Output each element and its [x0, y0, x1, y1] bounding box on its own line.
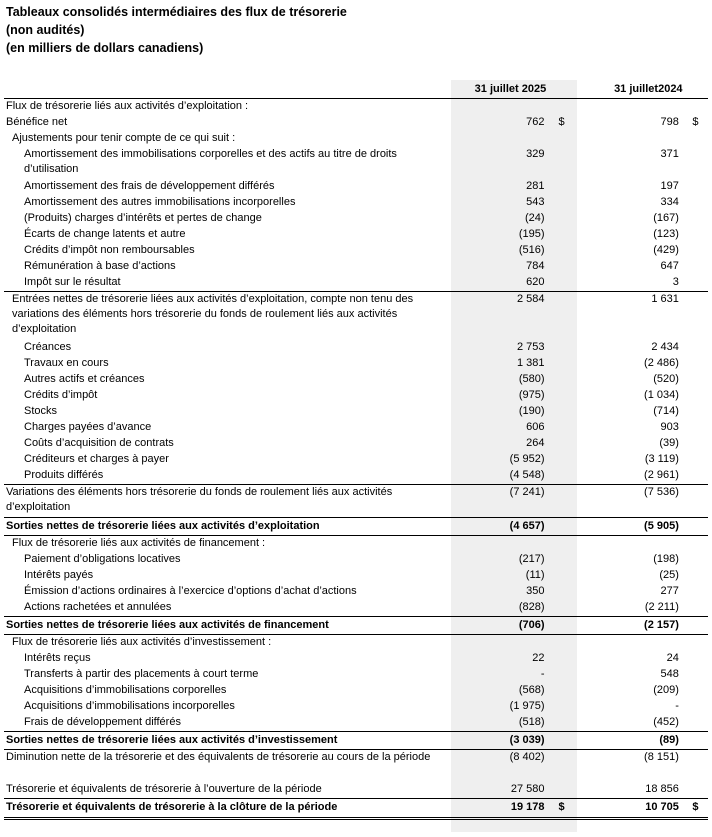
table-row — [4, 584, 708, 600]
value-2024: 277 — [660, 585, 679, 597]
value-2025: (975) — [518, 389, 545, 401]
value-2024: 3 — [672, 276, 679, 288]
row-label: Sorties nettes de trésorerie liées aux activités d’exploitation — [6, 520, 320, 532]
value-2024: (520) — [653, 373, 679, 385]
currency-2025: $ — [558, 801, 565, 813]
table-row — [4, 732, 708, 750]
currency-2024: $ — [692, 116, 699, 128]
value-2025: (4 548) — [509, 469, 545, 481]
row-label: Flux de trésorerie liés aux activités de financement : — [12, 537, 266, 549]
table-row — [4, 275, 708, 292]
value-2024: 2 434 — [651, 341, 679, 353]
value-2024: 647 — [660, 260, 679, 272]
row-label: Créances — [24, 341, 72, 353]
value-2025: 1 381 — [517, 357, 545, 369]
value-2025: 762 — [526, 116, 545, 128]
row-label: Produits différés — [24, 469, 104, 481]
row-label: Variations des éléments hors trésorerie du fonds de roulement liés aux activités d’exploitation — [6, 486, 393, 513]
row-label: Entrées nettes de trésorerie liées aux activités d’exploitation, compte non tenu des variations des éléments hors trésorerie du fonds de roulement liés aux activités d’exploitation — [12, 293, 414, 335]
cash-flow-table — [4, 80, 708, 820]
table-row — [4, 131, 708, 147]
table-row — [4, 782, 708, 799]
value-2025: 329 — [526, 148, 545, 160]
value-2024: 18 856 — [645, 783, 679, 795]
value-2024: 903 — [660, 421, 679, 433]
value-2024: 548 — [660, 668, 679, 680]
value-2025: (11) — [525, 569, 545, 581]
table-row — [4, 99, 708, 116]
value-2024: (2 211) — [644, 601, 679, 613]
row-label: Amortissement des immobilisations corporelles et des actifs au titre de droits d’utilisation — [24, 148, 397, 175]
row-label: Émission d’actions ordinaires à l’exercice d’options d’achat d’actions — [24, 585, 357, 597]
value-2025: 620 — [526, 276, 545, 288]
table-row — [4, 635, 708, 652]
value-2025: 27 580 — [510, 783, 545, 795]
row-label: Charges payées d’avance — [24, 421, 152, 433]
row-label: Transferts à partir des placements à court terme — [24, 668, 259, 680]
row-label: Paiement d’obligations locatives — [24, 553, 181, 565]
row-label: Diminution nette de la trésorerie et des équivalents de trésorerie au cours de la période — [6, 751, 431, 763]
value-2024: 24 — [666, 652, 679, 664]
row-label: Rémunération à base d’actions — [24, 260, 176, 272]
value-2025: (24) — [524, 212, 545, 224]
table-row — [4, 699, 708, 715]
row-label: Actions rachetées et annulées — [24, 601, 172, 613]
table-row — [4, 115, 708, 131]
table-row — [4, 420, 708, 436]
value-2025: 19 178 — [510, 801, 545, 813]
row-label: Ajustements pour tenir compte de ce qui suit : — [12, 132, 236, 144]
table-row — [4, 715, 708, 732]
value-2024: 10 705 — [645, 801, 679, 813]
table-row — [4, 404, 708, 420]
value-2025: (828) — [518, 601, 545, 613]
table-row — [4, 388, 708, 404]
value-2024: 371 — [660, 148, 679, 160]
value-2025: (7 241) — [509, 486, 545, 498]
value-2024: (3 119) — [644, 453, 679, 465]
column-header-2025: 31 juillet 2025 — [450, 80, 574, 99]
table-row — [4, 436, 708, 452]
table-row — [4, 211, 708, 227]
value-2025: (217) — [518, 553, 545, 565]
value-2024: (2 157) — [644, 619, 679, 631]
value-2025: (580) — [518, 373, 545, 385]
value-2024: (167) — [653, 212, 679, 224]
row-label: (Produits) charges d’intérêts et pertes de change — [24, 212, 262, 224]
table-row — [4, 259, 708, 275]
statement-audit-note: (non audités) — [6, 23, 85, 37]
value-2025: 350 — [526, 585, 545, 597]
row-label: Travaux en cours — [24, 357, 109, 369]
value-2024: (123) — [653, 228, 679, 240]
row-label: Sorties nettes de trésorerie liées aux activités d’investissement — [6, 734, 338, 746]
column-header-2024: 31 juillet2024 — [593, 80, 708, 99]
value-2025: 784 — [526, 260, 545, 272]
value-2024: (25) — [659, 569, 679, 581]
row-label: Créditeurs et charges à payer — [24, 453, 169, 465]
row-label: Amortissement des autres immobilisations incorporelles — [24, 196, 296, 208]
value-2025: 2 753 — [517, 341, 545, 353]
table-row — [4, 568, 708, 584]
row-label: Trésorerie et équivalents de trésorerie à la clôture de la période — [6, 801, 338, 813]
row-label: Amortissement des frais de développement différés — [24, 180, 275, 192]
value-2025: (195) — [518, 228, 545, 240]
value-2025: (568) — [518, 684, 545, 696]
row-label: Autres actifs et créances — [24, 373, 145, 385]
value-2024: (5 905) — [644, 520, 679, 532]
value-2024: (2 486) — [644, 357, 679, 369]
value-2025: (3 039) — [509, 734, 545, 746]
table-row — [4, 667, 708, 683]
value-2025: 22 — [532, 652, 545, 664]
row-label: Intérêts payés — [24, 569, 94, 581]
value-2025: (1 975) — [509, 700, 545, 712]
value-2024: 197 — [660, 180, 679, 192]
statement-units-note: (en milliers de dollars canadiens) — [6, 41, 204, 55]
table-row — [4, 356, 708, 372]
table-row — [4, 147, 708, 179]
currency-2024: $ — [692, 801, 699, 813]
value-2024: 1 631 — [651, 293, 679, 305]
row-label: Bénéfice net — [6, 116, 68, 128]
statement-title: Tableaux consolidés intermédiaires des flux de trésorerie — [6, 5, 347, 19]
table-row — [4, 518, 708, 536]
value-2024: (429) — [653, 244, 679, 256]
value-2024: (198) — [653, 553, 679, 565]
table-row — [4, 292, 708, 341]
table-row — [4, 552, 708, 568]
row-label: Coûts d’acquisition de contrats — [24, 437, 174, 449]
table-row — [4, 372, 708, 388]
value-2024: (2 961) — [644, 469, 679, 481]
value-2025: 2 584 — [517, 293, 545, 305]
value-2024: (209) — [653, 684, 679, 696]
value-2025: (706) — [518, 619, 545, 631]
value-2025: (518) — [518, 716, 545, 728]
column-header-row — [4, 80, 708, 99]
row-label: Crédits d’impôt — [24, 389, 98, 401]
row-label: Impôt sur le résultat — [24, 276, 121, 288]
value-2025: 281 — [526, 180, 545, 192]
table-row — [4, 750, 708, 783]
value-2025: 606 — [526, 421, 545, 433]
table-row — [4, 340, 708, 356]
value-2024: (89) — [659, 734, 679, 746]
table-row — [4, 485, 708, 518]
table-row — [4, 243, 708, 259]
value-2024: (7 536) — [644, 486, 679, 498]
row-label: Sorties nettes de trésorerie liées aux activités de financement — [6, 619, 329, 631]
row-label: Flux de trésorerie liés aux activités d’exploitation : — [6, 100, 249, 112]
currency-2025: $ — [558, 116, 565, 128]
value-2024: (39) — [659, 437, 679, 449]
value-2025: - — [540, 668, 545, 680]
value-2024: - — [675, 700, 679, 712]
table-row — [4, 536, 708, 553]
value-2024: 334 — [660, 196, 679, 208]
table-row — [4, 468, 708, 485]
table-row — [4, 452, 708, 468]
row-label: Acquisitions d’immobilisations corporelles — [24, 684, 227, 696]
table-row — [4, 683, 708, 699]
row-label: Stocks — [24, 405, 58, 417]
value-2025: 264 — [526, 437, 545, 449]
row-label: Écarts de change latents et autre — [24, 228, 186, 240]
table-row — [4, 617, 708, 635]
value-2025: (516) — [518, 244, 545, 256]
value-2024: 798 — [660, 116, 679, 128]
table-row — [4, 195, 708, 211]
value-2024: (714) — [653, 405, 679, 417]
row-label: Trésorerie et équivalents de trésorerie à l’ouverture de la période — [6, 783, 322, 795]
value-2025: (8 402) — [509, 751, 545, 763]
table-row — [4, 651, 708, 667]
table-row — [4, 600, 708, 617]
row-label: Flux de trésorerie liés aux activités d’investissement : — [12, 636, 272, 648]
value-2025: (5 952) — [509, 453, 545, 465]
table-row — [4, 179, 708, 195]
row-label: Acquisitions d’immobilisations incorporelles — [24, 700, 235, 712]
value-2024: (452) — [653, 716, 679, 728]
table-row — [4, 799, 708, 819]
row-label: Frais de développement différés — [24, 716, 181, 728]
row-label: Crédits d’impôt non remboursables — [24, 244, 195, 256]
value-2024: (8 151) — [644, 751, 679, 763]
row-label: Intérêts reçus — [24, 652, 91, 664]
value-2025: (4 657) — [509, 520, 545, 532]
value-2025: (190) — [518, 405, 545, 417]
value-2025: 543 — [526, 196, 545, 208]
value-2024: (1 034) — [644, 389, 679, 401]
table-row — [4, 227, 708, 243]
